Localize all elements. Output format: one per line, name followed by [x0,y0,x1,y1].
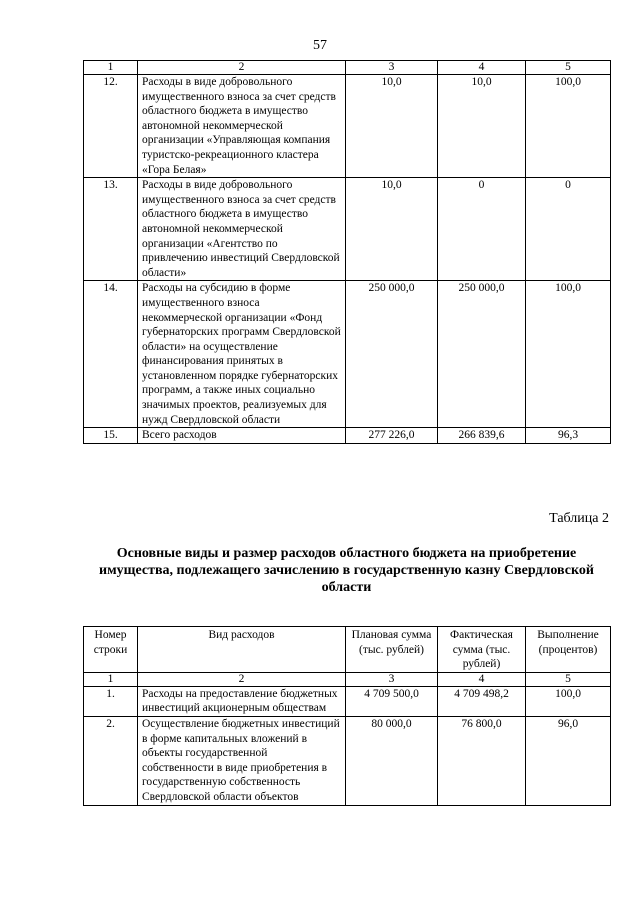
header-cell: Фактическая сумма (тыс. рублей) [438,627,526,673]
col-number: 3 [346,61,438,75]
completion-percent: 100,0 [526,281,611,428]
table-title: Основные виды и размер расходов областного бюджета на приобретение имущества, подлежащего зачислению в государственную казну Свердловской области [99,546,594,595]
row-description: Расходы в виде добровольного имущественного взноса за счет средств областного бюджета в имущество автономной некоммерческой организации «Агентство по привлечению инвестиций Свердловской области» [138,178,346,281]
actual-amount: 76 800,0 [438,716,526,805]
completion-percent: 96,3 [526,428,611,444]
table-row-total [84,428,611,444]
planned-amount: 10,0 [346,178,438,281]
actual-amount: 10,0 [438,75,526,178]
row-description: Расходы в виде добровольного имущественного взноса за счет средств областного бюджета в имущество автономной некоммерческой организации «Управляющая компания туристско-рекреационного кластера «Гора Белая» [138,75,346,178]
header-cell: Плановая сумма (тыс. рублей) [346,627,438,673]
table-row [84,686,611,716]
expenses-table-continued [83,60,611,444]
header-cell: Номер строки [84,627,138,673]
col-number: 1 [84,61,138,75]
table-row [84,75,611,178]
row-description: Расходы на предоставление бюджетных инвестиций акционерным обществам [138,686,346,716]
table-row [84,281,611,428]
row-description: Всего расходов [138,428,346,444]
planned-amount: 277 226,0 [346,428,438,444]
planned-amount: 80 000,0 [346,716,438,805]
col-number: 4 [438,672,526,686]
actual-amount: 0 [438,178,526,281]
row-number: 1. [84,686,138,716]
column-number-row [84,61,611,75]
col-number: 4 [438,61,526,75]
table-label: Таблица 2 [549,511,609,526]
column-number-row [84,672,611,686]
header-cell: Вид расходов [138,627,346,673]
col-number: 5 [526,672,611,686]
row-number: 13. [84,178,138,281]
row-number: 12. [84,75,138,178]
table-row [84,716,611,805]
header-row [84,627,611,673]
actual-amount: 266 839,6 [438,428,526,444]
col-number: 1 [84,672,138,686]
property-expenses-table [83,626,611,806]
header-cell: Выполнение (процентов) [526,627,611,673]
row-number: 14. [84,281,138,428]
col-number: 2 [138,672,346,686]
col-number: 3 [346,672,438,686]
planned-amount: 4 709 500,0 [346,686,438,716]
actual-amount: 4 709 498,2 [438,686,526,716]
actual-amount: 250 000,0 [438,281,526,428]
planned-amount: 10,0 [346,75,438,178]
row-description: Расходы на субсидию в форме имущественного взноса некоммерческой организации «Фонд губернаторских программ Свердловской области» на осуществление финансирования принятых в установленном порядке губернаторских программ, а также иных социально значимых проектов, реализуемых для нужд Свердловской области [138,281,346,428]
row-description: Осуществление бюджетных инвестиций в форме капитальных вложений в объекты государственной собственности в виде приобретения в государственную собственность Свердловской области объектов [138,716,346,805]
col-number: 5 [526,61,611,75]
row-number: 2. [84,716,138,805]
row-number: 15. [84,428,138,444]
col-number: 2 [138,61,346,75]
planned-amount: 250 000,0 [346,281,438,428]
completion-percent: 0 [526,178,611,281]
completion-percent: 100,0 [526,686,611,716]
completion-percent: 96,0 [526,716,611,805]
completion-percent: 100,0 [526,75,611,178]
page-number: 57 [313,38,327,53]
table-row [84,178,611,281]
